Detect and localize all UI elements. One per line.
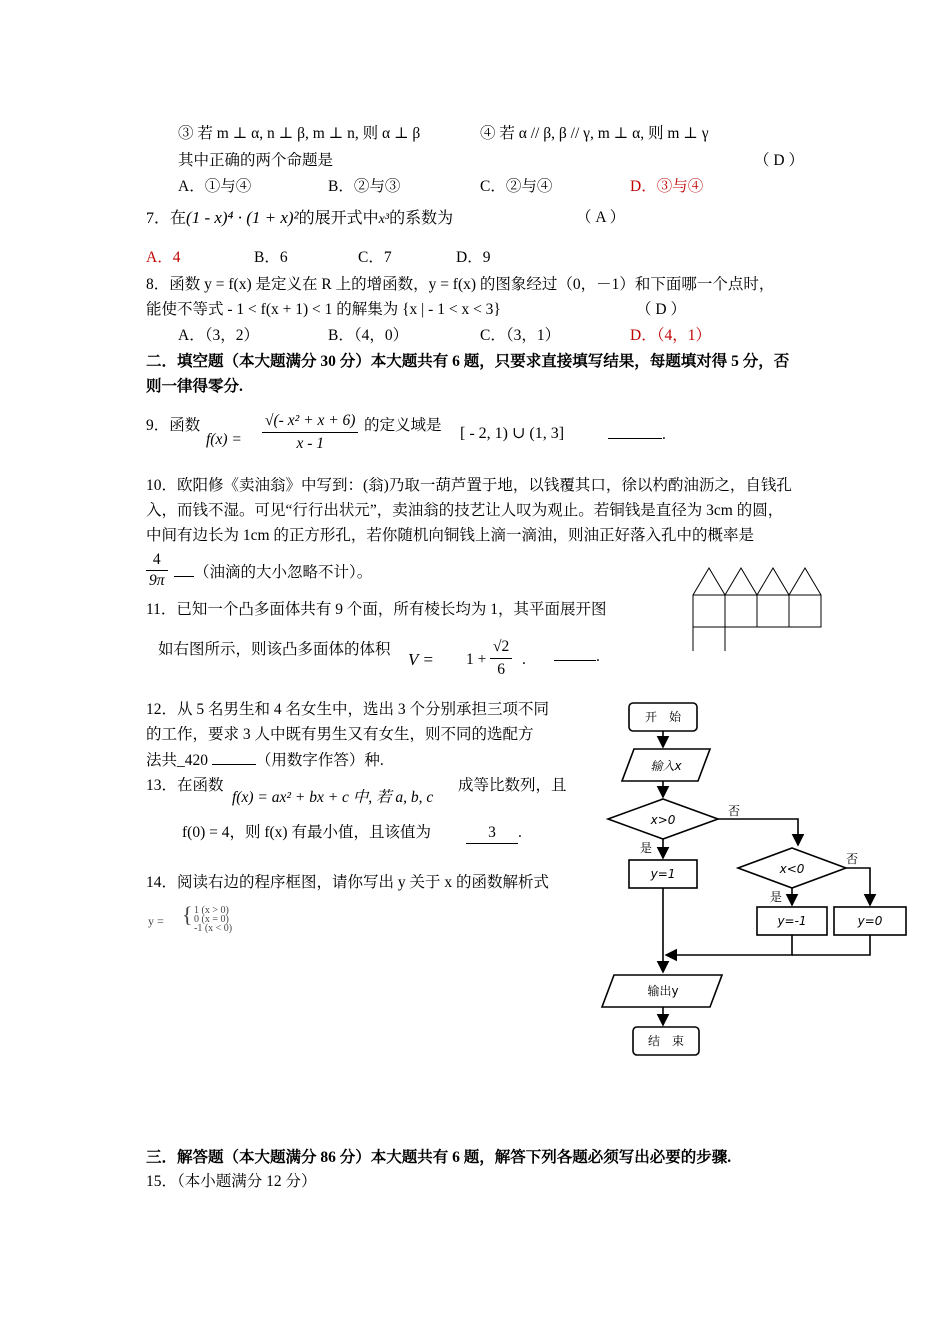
net-triangle-1 <box>693 568 725 595</box>
net-triangle-4 <box>789 568 821 595</box>
q12-line3: 法共_420 （用数字作答）种. <box>146 752 384 769</box>
q9-pre: 9．函数 <box>146 417 201 434</box>
q8-line1: 8．函数 y = f(x) 是定义在 R 上的增函数，y = f(x) 的图象经过（0，－1）和下面哪一个点时， <box>146 276 775 293</box>
q6-option-c: C．②与④ <box>480 178 553 195</box>
q13-expression: f(x) = ax² + bx + c 中, 若 a, b, c <box>232 789 434 806</box>
q6-option-b: B．②与③ <box>328 178 401 195</box>
net-square-4 <box>789 595 821 627</box>
flow-assign2-label: y=-1 <box>777 914 807 928</box>
q13-line2: f(0) = 4，则 f(x) 有最小值，且该值为 <box>182 824 431 841</box>
q13-answer-blank: 3 . <box>466 823 522 844</box>
q7-option-c: C．7 <box>358 249 392 266</box>
q8-option-b: B．（4，0） <box>328 327 409 344</box>
section2-heading-line1: 二．填空题（本大题满分 30 分）本大题共有 6 题，只要求直接填写结果，每题填对得 5 分，否 <box>146 353 790 370</box>
q11-blank: . <box>554 646 600 667</box>
net-triangle-2 <box>725 568 757 595</box>
section2-heading-line2: 则一律得零分. <box>146 378 243 395</box>
flow-assign1-label: y=1 <box>650 867 676 881</box>
q8-option-c: C．（3，1） <box>480 327 561 344</box>
q7-pre: 在 <box>170 210 187 227</box>
q7-post: 的系数为 <box>389 210 454 227</box>
flow-yes2-label: 是 <box>769 890 783 904</box>
q13-pre: 13．在函数 <box>146 777 224 794</box>
flow-assign3-label: y=0 <box>857 914 883 928</box>
q7-answer: （ A ） <box>576 209 626 226</box>
q6-option-d: D．③与④ <box>630 178 704 195</box>
q6-answer: （ D ） <box>754 152 804 169</box>
q6-stem: 其中正确的两个命题是 <box>178 152 334 169</box>
q10-tail: （油滴的大小忽略不计）。 <box>174 562 372 583</box>
q9-denominator: x - 1 <box>296 435 324 452</box>
flow-cond2-label: x<0 <box>779 862 805 876</box>
q11-answer-int: 1 + <box>466 651 487 668</box>
flow-output-label: 输出y <box>647 984 679 998</box>
q11-answer-fraction <box>490 636 512 681</box>
flow-end-label: 结 束 <box>647 1034 685 1048</box>
q9-numerator: √(- x² + x + 6) <box>262 410 358 433</box>
q9-blank: . <box>608 424 666 445</box>
q7-option-b: B．6 <box>254 249 288 266</box>
q10-answer-numerator: 4 <box>146 550 168 571</box>
flow-start-label: 开 始 <box>644 710 682 724</box>
q7-term: x³ <box>378 212 390 227</box>
q7-expression: (1 - x)⁴ · (1 + x)² <box>186 208 299 227</box>
q11-answer-denominator: 6 <box>497 661 505 678</box>
q15-heading: 15．（本小题满分 12 分） <box>146 1173 317 1190</box>
flow-yes1-label: 是 <box>639 841 653 855</box>
q11-period: . <box>522 651 526 668</box>
q9-answer: [ - 2, 1) ∪ (1, 3] <box>460 425 565 442</box>
q7-mid: 的展开式中 <box>298 210 379 227</box>
net-square-2 <box>725 595 757 627</box>
net-square-1 <box>693 595 725 627</box>
polyhedron-net-figure <box>690 565 826 651</box>
q7-stem <box>146 208 453 230</box>
q12-line2: 的工作，要求 3 人中既有男生又有女生，则不同的选配方 <box>146 726 534 743</box>
q12-answer: 420 <box>184 752 209 769</box>
flow-no2-label: 否 <box>845 852 859 866</box>
q13-post: 成等比数列，且 <box>458 777 567 794</box>
q6-item4: ④ 若 α // β, β // γ, m ⊥ α, 则 m ⊥ γ <box>480 125 709 142</box>
q9-mid: 的定义域是 <box>364 417 442 434</box>
q9-lhs: f(x) = <box>206 431 242 448</box>
q8-option-d: D．（4，1） <box>630 327 711 344</box>
flowchart <box>600 695 920 1065</box>
q10-line1: 10．欧阳修《卖油翁》中写到：(翁)乃取一葫芦置于地，以钱覆其口，徐以杓酌油沥之，自钱孔 <box>146 477 792 494</box>
q10-answer-denominator: 9π <box>149 572 165 589</box>
section3-heading: 三．解答题（本大题满分 86 分）本大题共有 6 题，解答下列各题必须写出必要的步骤. <box>146 1149 732 1166</box>
q9-fraction <box>262 410 358 455</box>
q10-line2: 入，而钱不湿。可见“行行出状元”，卖油翁的技艺让人叹为观止。若铜钱是直径为 3cm 的圆， <box>146 502 784 519</box>
q11-line1: 11．已知一个凸多面体共有 9 个面，所有棱长均为 1，其平面展开图 <box>146 601 607 618</box>
q6-item3: ③ 若 m ⊥ α, n ⊥ β, m ⊥ n, 则 α ⊥ β <box>178 125 421 142</box>
net-triangle-3 <box>757 568 789 595</box>
q10-line3: 中间有边长为 1cm 的正方形孔，若你随机向铜钱上滴一滴油，则油正好落入孔中的概率是 <box>146 527 754 544</box>
net-square-3 <box>757 595 789 627</box>
flow-cond1-label: x>0 <box>650 813 676 827</box>
q8-answer: （ D ） <box>636 301 686 318</box>
q13-answer: 3 <box>466 823 518 844</box>
q7-option-d: D．9 <box>456 249 491 266</box>
q6-option-a: A．①与④ <box>178 178 252 195</box>
q11-lhs: V = <box>408 650 434 669</box>
flow-no1-label: 否 <box>727 804 741 818</box>
q7-option-a: A．4 <box>146 249 181 266</box>
q7-number: 7． <box>146 210 171 227</box>
flow-input-label: 输入x <box>650 759 682 773</box>
q8-option-a: A．（3，2） <box>178 327 259 344</box>
q14-text: 14．阅读右边的程序框图，请你写出 y 关于 x 的函数解析式 <box>146 874 550 891</box>
q11-answer-numerator: √2 <box>490 636 512 659</box>
q12-line1: 12．从 5 名男生和 4 名女生中，选出 3 个分别承担三项不同 <box>146 701 550 718</box>
q11-line2: 如右图所示，则该凸多面体的体积 <box>158 641 391 658</box>
q10-answer-fraction <box>146 550 168 591</box>
q8-line2: 能使不等式 - 1 < f(x + 1) < 1 的解集为 {x | - 1 < x < 3} <box>146 301 501 318</box>
